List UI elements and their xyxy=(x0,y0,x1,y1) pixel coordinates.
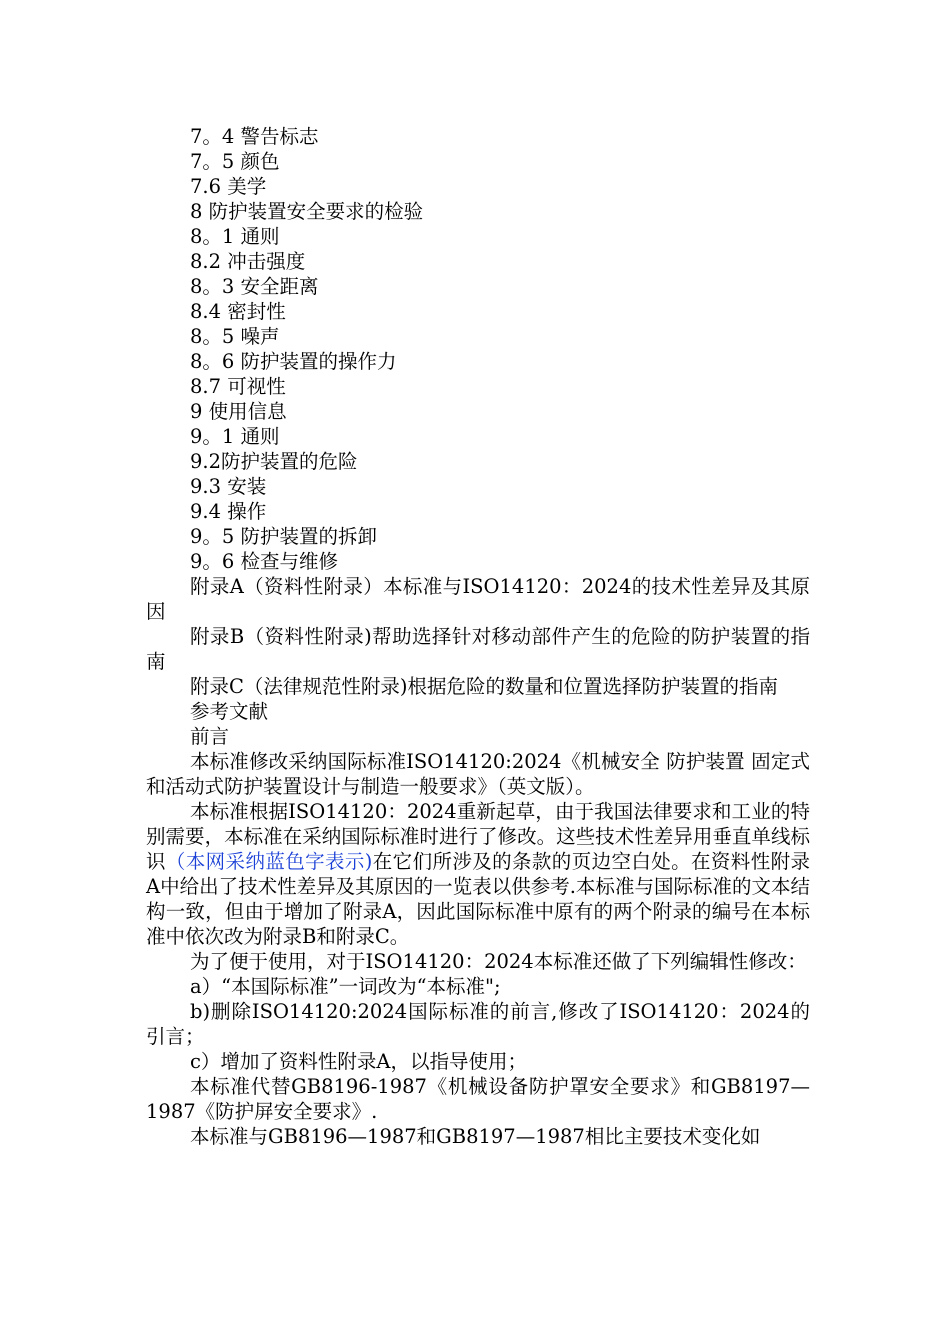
toc-appendix-a: 附录A（资料性附录）本标准与ISO14120：2024的技术性差异及其原因 xyxy=(146,575,810,623)
list-item: a）“本国际标准”一词改为“本标准"; xyxy=(190,975,501,998)
toc-item: 8.7 可视性 xyxy=(190,375,286,398)
preface-heading: 前言 xyxy=(190,725,230,748)
toc-item: 8。5 噪声 xyxy=(190,325,280,348)
toc-item: 9。1 通则 xyxy=(190,425,280,448)
toc-item: 7。5 颜色 xyxy=(190,150,280,173)
toc-appendix-b: 附录B（资料性附录)帮助选择针对移动部件产生的危险的防护装置的指南 xyxy=(146,625,810,673)
toc-appendix-c: 附录C（法律规范性附录)根据危险的数量和位置选择防护装置的指南 xyxy=(190,675,779,698)
preface-paragraph: 本标准修改采纳国际标准ISO14120:2024《机械安全 防护装置 固定式和活动式防护装置设计与制造一般要求》（英文版）。 xyxy=(146,750,810,798)
toc-item: 9。6 检查与维修 xyxy=(190,550,339,573)
toc-item: 9 使用信息 xyxy=(190,400,287,423)
toc-item: 8。3 安全距离 xyxy=(190,275,319,298)
toc-item: 8。6 防护装置的操作力 xyxy=(190,350,397,373)
toc-item: 7.6 美学 xyxy=(190,175,267,198)
toc-item: 9.4 操作 xyxy=(190,500,267,523)
toc-item: 8。1 通则 xyxy=(190,225,280,248)
toc-item: 8.4 密封性 xyxy=(190,300,286,323)
preface-paragraph: 为了便于使用，对于ISO14120：2024本标准还做了下列编辑性修改： xyxy=(190,950,807,973)
document-body xyxy=(146,124,810,1149)
list-item: b)删除ISO14120:2024国际标准的前言,修改了ISO14120：2024的引言； xyxy=(146,1000,810,1048)
preface-paragraph xyxy=(146,799,810,949)
toc-item: 9。5 防护装置的拆卸 xyxy=(190,525,378,548)
toc-item: 9.3 安装 xyxy=(190,475,267,498)
blue-note-text: （本网采纳蓝色字表示) xyxy=(165,850,373,873)
list-item: c）增加了资料性附录A，以指导使用； xyxy=(190,1050,528,1073)
toc-item: 8 防护装置安全要求的检验 xyxy=(190,200,424,223)
paragraph-text: 在它们所涉及的条款的页边空白处。在资料性附录A中给出了技术性差异及其原因的一览表以供参考.本标准与国际标准的文本结构一致，但由于增加了附录A，因此国际标准中原有的两个附录的编号在本标准中依次改为附录B和附录C。 xyxy=(146,850,810,948)
toc-item: 8.2 冲击强度 xyxy=(190,250,306,273)
toc-item: 7。4 警告标志 xyxy=(190,125,319,148)
toc-references: 参考文献 xyxy=(190,700,269,723)
preface-paragraph: 本标准代替GB8196-1987《机械设备防护罩安全要求》和GB8197—1987《防护屏安全要求》. xyxy=(146,1075,810,1123)
preface-paragraph: 本标准与GB8196—1987和GB8197—1987相比主要技术变化如 xyxy=(190,1125,761,1148)
paragraph-text: 本标准根据ISO14120：2024重新起草，由于我国法律要求和工业的特别需要，本标准在采纳国际标准时进行了修改。这些技术性差异用垂直单线标识 xyxy=(146,800,810,873)
toc-item: 9.2防护装置的危险 xyxy=(190,450,358,473)
